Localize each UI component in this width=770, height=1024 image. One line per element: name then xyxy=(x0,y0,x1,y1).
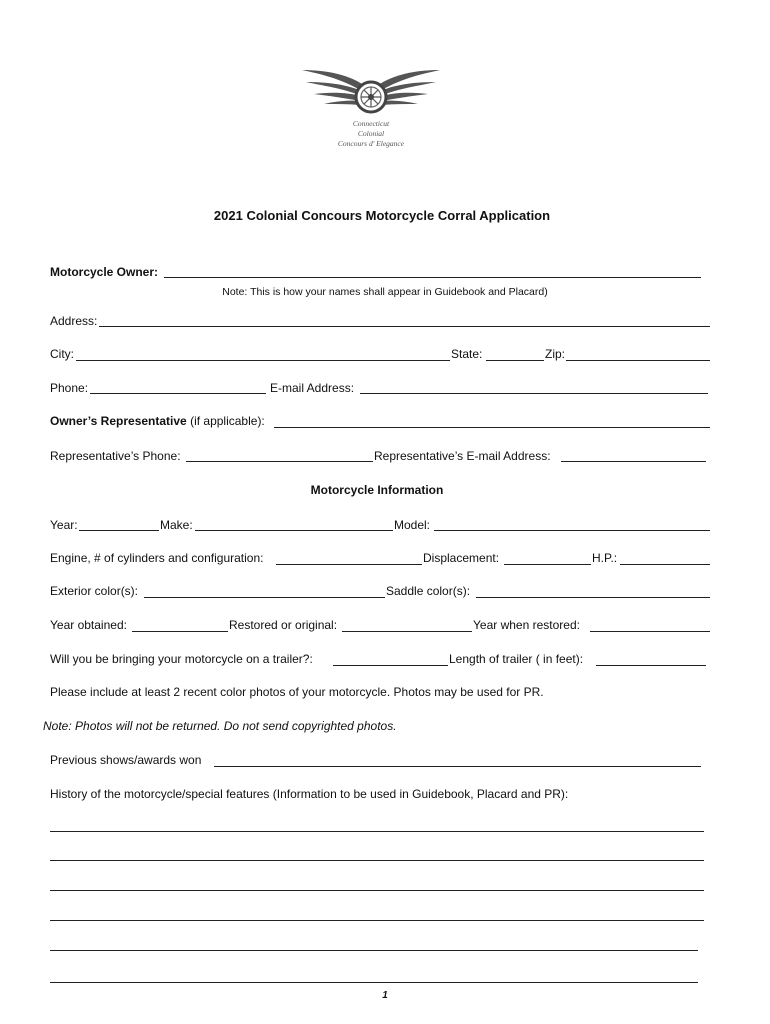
trailer-length-field[interactable] xyxy=(596,665,706,666)
page-number: 1 xyxy=(382,990,388,1001)
email-label: E-mail Address: xyxy=(270,381,355,395)
model-field[interactable] xyxy=(434,530,710,531)
zip-field[interactable] xyxy=(566,360,710,361)
year-field[interactable] xyxy=(79,530,159,531)
city-label: City: xyxy=(50,347,74,361)
year-obtained-field[interactable] xyxy=(132,631,228,632)
history-line-3[interactable] xyxy=(50,890,704,891)
history-line-4[interactable] xyxy=(50,920,704,921)
state-field[interactable] xyxy=(486,360,544,361)
rep-field[interactable] xyxy=(274,427,710,428)
engine-label: Engine, # of cylinders and configuration: xyxy=(50,551,264,565)
displacement-field[interactable] xyxy=(504,564,591,565)
rep-phone-label: Representative’s Phone: xyxy=(50,449,181,463)
rep-label-rest: (if applicable): xyxy=(186,414,265,428)
trailer-field[interactable] xyxy=(333,665,448,666)
restored-label: Restored or original: xyxy=(229,618,338,632)
saddle-color-field[interactable] xyxy=(476,597,710,598)
page-title: 2021 Colonial Concours Motorcycle Corral Application xyxy=(213,208,551,223)
owner-label: Motorcycle Owner: xyxy=(50,265,159,279)
year-label: Year: xyxy=(50,518,78,532)
displacement-label: Displacement: xyxy=(423,551,500,565)
make-label: Make: xyxy=(160,518,193,532)
history-label: History of the motorcycle/special features (Information to be used in Guidebook, Placard and PR): xyxy=(50,787,569,801)
rep-email-field[interactable] xyxy=(561,461,706,462)
phone-field[interactable] xyxy=(90,393,266,394)
history-line-2[interactable] xyxy=(50,860,704,861)
logo-line-1: Connecticut xyxy=(352,119,390,128)
year-restored-field[interactable] xyxy=(590,631,710,632)
address-label: Address: xyxy=(50,314,98,328)
year-obtained-label: Year obtained: xyxy=(50,618,127,632)
owner-field[interactable] xyxy=(164,277,701,278)
history-line-1[interactable] xyxy=(50,831,704,832)
restored-field[interactable] xyxy=(342,631,472,632)
city-field[interactable] xyxy=(76,360,450,361)
model-label: Model: xyxy=(394,518,431,532)
engine-field[interactable] xyxy=(276,564,422,565)
owner-note: Note: This is how your names shall appear in Guidebook and Placard) xyxy=(222,286,548,298)
rep-label xyxy=(50,414,265,428)
email-field[interactable] xyxy=(360,393,708,394)
hp-field[interactable] xyxy=(620,564,710,565)
make-field[interactable] xyxy=(195,530,393,531)
address-field[interactable] xyxy=(99,326,710,327)
zip-label: Zip: xyxy=(545,347,566,361)
logo xyxy=(300,64,442,154)
logo-line-2: Colonial xyxy=(357,129,385,138)
previous-shows-field[interactable] xyxy=(214,766,701,767)
logo-line-3: Concours d' Elegance xyxy=(337,139,405,148)
history-line-5[interactable] xyxy=(50,950,698,951)
trailer-length-label: Length of trailer ( in feet): xyxy=(449,652,584,666)
previous-shows-label: Previous shows/awards won xyxy=(50,753,202,767)
photos-note: Note: Photos will not be returned. Do not send copyrighted photos. xyxy=(43,719,397,733)
phone-label: Phone: xyxy=(50,381,89,395)
year-restored-label: Year when restored: xyxy=(473,618,580,632)
exterior-color-label: Exterior color(s): xyxy=(50,584,139,598)
exterior-color-field[interactable] xyxy=(144,597,385,598)
rep-email-label: Representative’s E-mail Address: xyxy=(374,449,551,463)
rep-label-bold: Owner’s Representative xyxy=(50,414,187,428)
saddle-color-label: Saddle color(s): xyxy=(386,584,471,598)
rep-phone-field[interactable] xyxy=(186,461,373,462)
history-line-6[interactable] xyxy=(50,982,698,983)
trailer-label: Will you be bringing your motorcycle on a trailer?: xyxy=(50,652,313,666)
winged-wheel-icon xyxy=(300,64,442,116)
state-label: State: xyxy=(451,347,483,361)
hp-label: H.P.: xyxy=(592,551,618,565)
section-title: Motorcycle Information xyxy=(310,483,444,497)
photos-instruction: Please include at least 2 recent color photos of your motorcycle. Photos may be used for PR. xyxy=(50,685,544,699)
